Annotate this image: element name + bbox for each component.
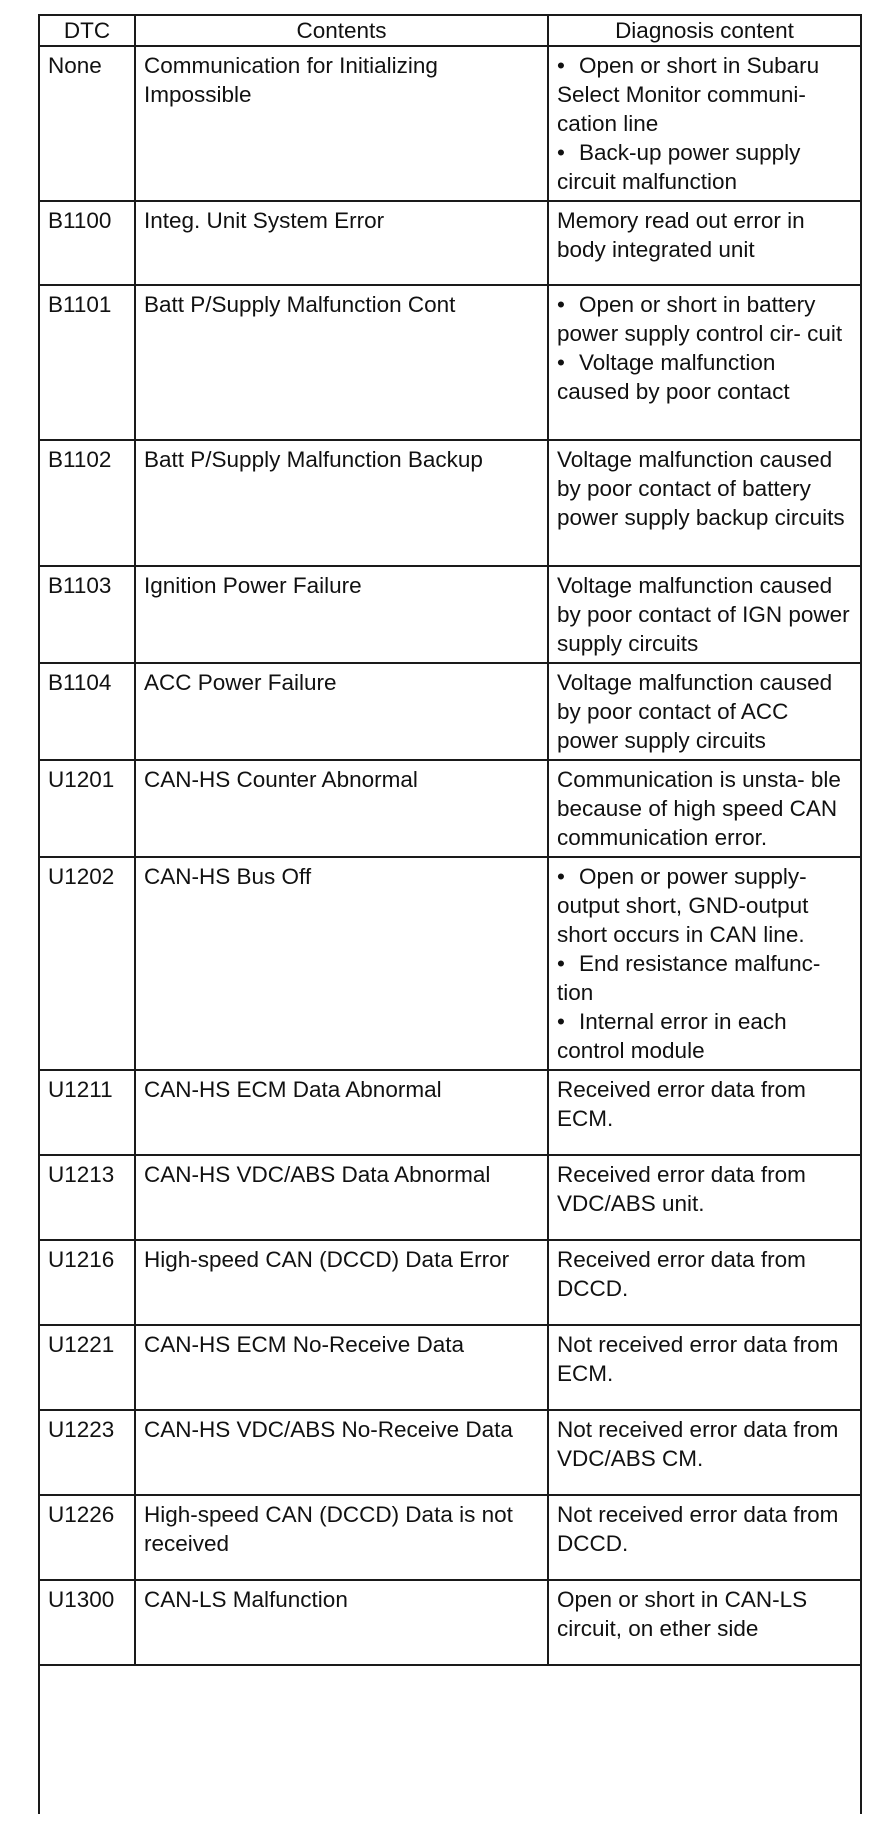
diagnosis-bullet-item: • Back-up power supply circuit malfunction (557, 138, 854, 196)
column-header-dtc: DTC (40, 15, 135, 46)
column-header-contents: Contents (135, 15, 548, 46)
dtc-diagnosis-cell (548, 1155, 860, 1240)
diagnosis-bullet-item: • Open or short in battery power supply control cir- cuit (557, 290, 854, 348)
dtc-contents-cell: ACC Power Failure (135, 663, 548, 760)
table-header-row (40, 15, 860, 46)
dtc-code-cell: U1213 (40, 1155, 135, 1240)
dtc-diagnosis-cell (548, 1325, 860, 1410)
diagnosis-text: Memory read out error in body integrated unit (557, 208, 805, 262)
column-header-diagnosis: Diagnosis content (548, 15, 860, 46)
diagnosis-text: Communication is unsta- ble because of high speed CAN communication error. (557, 767, 841, 850)
table-row (40, 1495, 860, 1580)
diagnosis-text: Received error data from ECM. (557, 1077, 806, 1131)
dtc-code-cell: U1226 (40, 1495, 135, 1580)
dtc-code-cell: B1101 (40, 285, 135, 440)
diagnosis-bullet-item: • Open or short in Subaru Select Monitor communi- cation line (557, 51, 854, 138)
dtc-code-cell: B1104 (40, 663, 135, 760)
dtc-diagnosis-cell (548, 1410, 860, 1495)
table-row (40, 857, 860, 1070)
dtc-code-cell: None (40, 46, 135, 201)
dtc-contents-cell: Integ. Unit System Error (135, 201, 548, 285)
table-row (40, 1240, 860, 1325)
table-row (40, 46, 860, 201)
dtc-contents-cell: High-speed CAN (DCCD) Data is not received (135, 1495, 548, 1580)
dtc-code-cell: B1103 (40, 566, 135, 663)
dtc-contents-cell: CAN-HS Counter Abnormal (135, 760, 548, 857)
table-row (40, 1580, 860, 1665)
dtc-contents-cell: Batt P/Supply Malfunction Backup (135, 440, 548, 566)
diagnosis-text: Received error data from DCCD. (557, 1247, 806, 1301)
dtc-diagnosis-cell (548, 201, 860, 285)
table-row (40, 1410, 860, 1495)
dtc-code-cell: U1223 (40, 1410, 135, 1495)
dtc-contents-cell: CAN-HS VDC/ABS No-Receive Data (135, 1410, 548, 1495)
table-row (40, 1070, 860, 1155)
dtc-code-cell: B1100 (40, 201, 135, 285)
dtc-code-cell: U1201 (40, 760, 135, 857)
table-body (40, 46, 860, 1665)
dtc-diagnosis-cell (548, 285, 860, 440)
dtc-diagnosis-cell (548, 760, 860, 857)
diagnosis-bullet-item: • End resistance malfunc- tion (557, 949, 854, 1007)
dtc-diagnosis-cell (548, 1495, 860, 1580)
table-row (40, 566, 860, 663)
table-row (40, 201, 860, 285)
dtc-contents-cell: CAN-LS Malfunction (135, 1580, 548, 1665)
dtc-contents-cell: Communication for Initializing Impossible (135, 46, 548, 201)
dtc-table (40, 14, 860, 1666)
dtc-diagnosis-cell (548, 857, 860, 1070)
table-row (40, 760, 860, 857)
dtc-diagnosis-cell (548, 1240, 860, 1325)
dtc-code-cell: U1216 (40, 1240, 135, 1325)
diagnosis-bullet-item: • Voltage malfunction caused by poor contact (557, 348, 854, 406)
diagnosis-text: Not received error data from ECM. (557, 1332, 839, 1386)
dtc-contents-cell: Batt P/Supply Malfunction Cont (135, 285, 548, 440)
diagnosis-text: Not received error data from DCCD. (557, 1502, 839, 1556)
dtc-diagnosis-cell (548, 46, 860, 201)
table-row (40, 1325, 860, 1410)
dtc-diagnosis-cell (548, 1580, 860, 1665)
diagnosis-text: Voltage malfunction caused by poor contact of battery power supply backup circuits (557, 447, 845, 530)
diagnosis-text: Voltage malfunction caused by poor contact of IGN power supply circuits (557, 573, 850, 656)
table-row (40, 663, 860, 760)
dtc-code-cell: U1221 (40, 1325, 135, 1410)
diagnosis-bullet-item: • Internal error in each control module (557, 1007, 854, 1065)
diagnosis-text: Open or short in CAN-LS circuit, on ether side (557, 1587, 808, 1641)
dtc-code-cell: U1300 (40, 1580, 135, 1665)
diagnosis-text: Received error data from VDC/ABS unit. (557, 1162, 806, 1216)
dtc-diagnosis-cell (548, 1070, 860, 1155)
dtc-diagnosis-cell (548, 663, 860, 760)
diagnosis-text: Voltage malfunction caused by poor contact of ACC power supply circuits (557, 670, 833, 753)
dtc-contents-cell: Ignition Power Failure (135, 566, 548, 663)
diagnosis-bullet-item: • Open or power supply- output short, GND-output short occurs in CAN line. (557, 862, 854, 949)
table-row (40, 440, 860, 566)
dtc-contents-cell: High-speed CAN (DCCD) Data Error (135, 1240, 548, 1325)
dtc-diagnosis-cell (548, 440, 860, 566)
table-row (40, 285, 860, 440)
dtc-contents-cell: CAN-HS ECM No-Receive Data (135, 1325, 548, 1410)
dtc-contents-cell: CAN-HS ECM Data Abnormal (135, 1070, 548, 1155)
dtc-code-cell: U1211 (40, 1070, 135, 1155)
dtc-contents-cell: CAN-HS VDC/ABS Data Abnormal (135, 1155, 548, 1240)
dtc-contents-cell: CAN-HS Bus Off (135, 857, 548, 1070)
diagnosis-text: Not received error data from VDC/ABS CM. (557, 1417, 839, 1471)
dtc-code-cell: B1102 (40, 440, 135, 566)
dtc-diagnosis-cell (548, 566, 860, 663)
document-page (38, 14, 862, 1814)
dtc-code-cell: U1202 (40, 857, 135, 1070)
table-row (40, 1155, 860, 1240)
